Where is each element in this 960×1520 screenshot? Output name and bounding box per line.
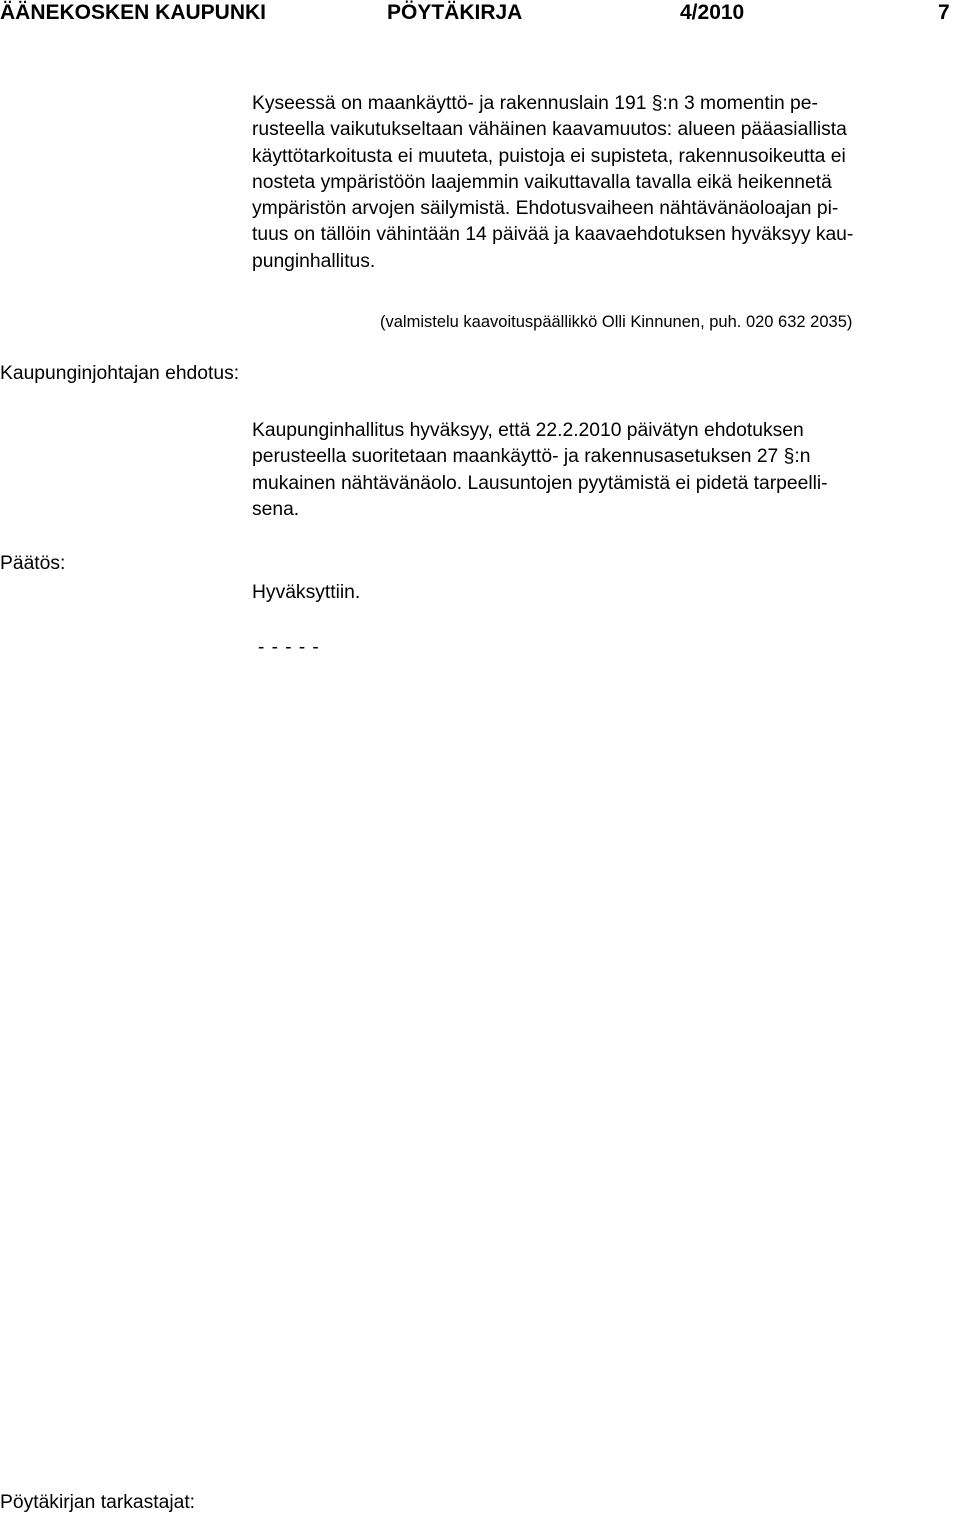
page-number: 7 — [938, 1, 950, 24]
decision-label: Päätös: — [0, 553, 66, 574]
header-number: 4/2010 — [680, 1, 745, 24]
proposal-label: Kaupunginjohtajan ehdotus: — [0, 363, 240, 384]
reviewers-label: Pöytäkirjan tarkastajat: — [0, 1492, 196, 1513]
body-paragraph: Kyseessä on maankäyttö- ja rakennuslain 191 §:n 3 momentin pe- rusteella vaikutukseltaan vähäinen kaavamuutos: alueen pääasiallista käyttötarkoitusta ei muuteta, puistoja ei supisteta, rakennusoikeutta ei nosteta ympäristöön laajemmin vaikuttavalla tavalla eikä heikennetä ympäristön arvojen säilymistä. Ehdotusvaiheen nähtävänäoloajan pi- tuus on tällöin vähintään 14 päivää ja kaavaehdotuksen hyväksyy kau- punginhallitus. — [252, 93, 854, 272]
decision-text: Hyväksyttiin. — [252, 582, 361, 603]
proposal-text: Kaupunginhallitus hyväksyy, että 22.2.2010 päivätyn ehdotuksen perusteella suoritetaan maankäyttö- ja rakennusasetuksen 27 §:n mukainen nähtävänäolo. Lausuntojen pyytämistä ei pidetä tarpeelli- sena. — [252, 420, 828, 520]
header-city: ÄÄNEKOSKEN KAUPUNKI — [0, 1, 267, 24]
header-doc-type: PÖYTÄKIRJA — [387, 1, 523, 24]
section-separator: - - - - - — [258, 637, 320, 658]
preparation-note: (valmistelu kaavoituspäällikkö Olli Kinnunen, puh. 020 632 2035) — [380, 313, 853, 331]
